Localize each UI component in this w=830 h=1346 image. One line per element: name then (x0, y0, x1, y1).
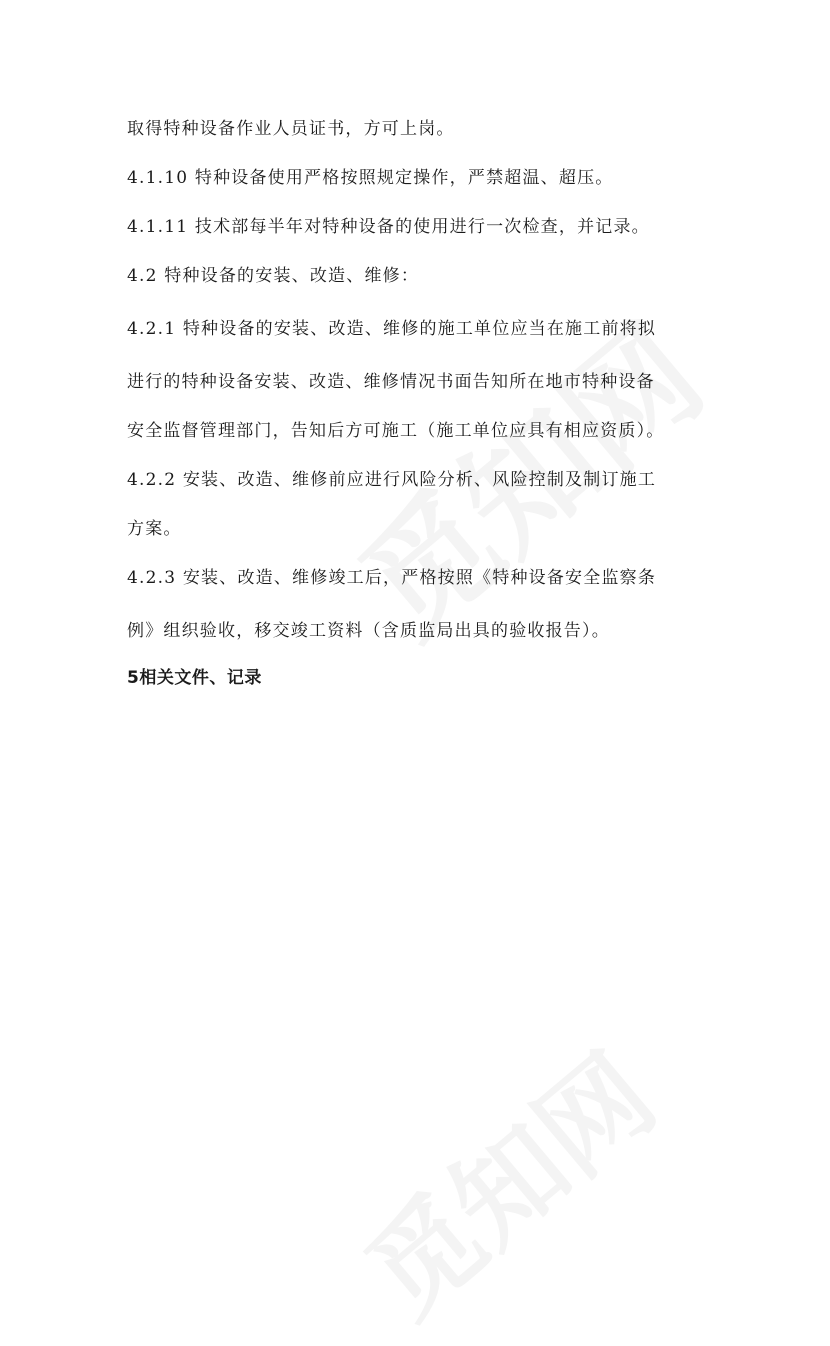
paragraph-line: 4.2.1 特种设备的安装、改造、维修的施工单位应当在施工前将拟 (127, 319, 657, 339)
paragraph-line: 4.1.11 技术部每半年对特种设备的使用进行一次检查，并记录。 (127, 217, 650, 237)
paragraph-line: 4.1.10 特种设备使用严格按照规定操作，严禁超温、超压。 (127, 168, 614, 188)
paragraph-line: 安全监督管理部门，告知后方可施工（施工单位应具有相应资质）。 (127, 421, 665, 441)
section-heading: 5相关文件、记录 (127, 668, 262, 688)
paragraph-line: 方案。 (127, 519, 182, 539)
paragraph-line: 4.2.3 安装、改造、维修竣工后，严格按照《特种设备安全监察条 (127, 568, 657, 588)
watermark (328, 1012, 682, 1345)
paragraph-line: 4.2.2 安装、改造、维修前应进行风险分析、风险控制及制订施工 (127, 470, 657, 490)
paragraph-line: 4.2 特种设备的安装、改造、维修： (127, 266, 420, 286)
paragraph-line: 取得特种设备作业人员证书，方可上岗。 (127, 119, 455, 139)
paragraph-line: 进行的特种设备安装、改造、维修情况书面告知所在地市特种设备 (127, 372, 655, 392)
paragraph-line: 例》组织验收，移交竣工资料（含质监局出具的验收报告）。 (127, 621, 610, 641)
